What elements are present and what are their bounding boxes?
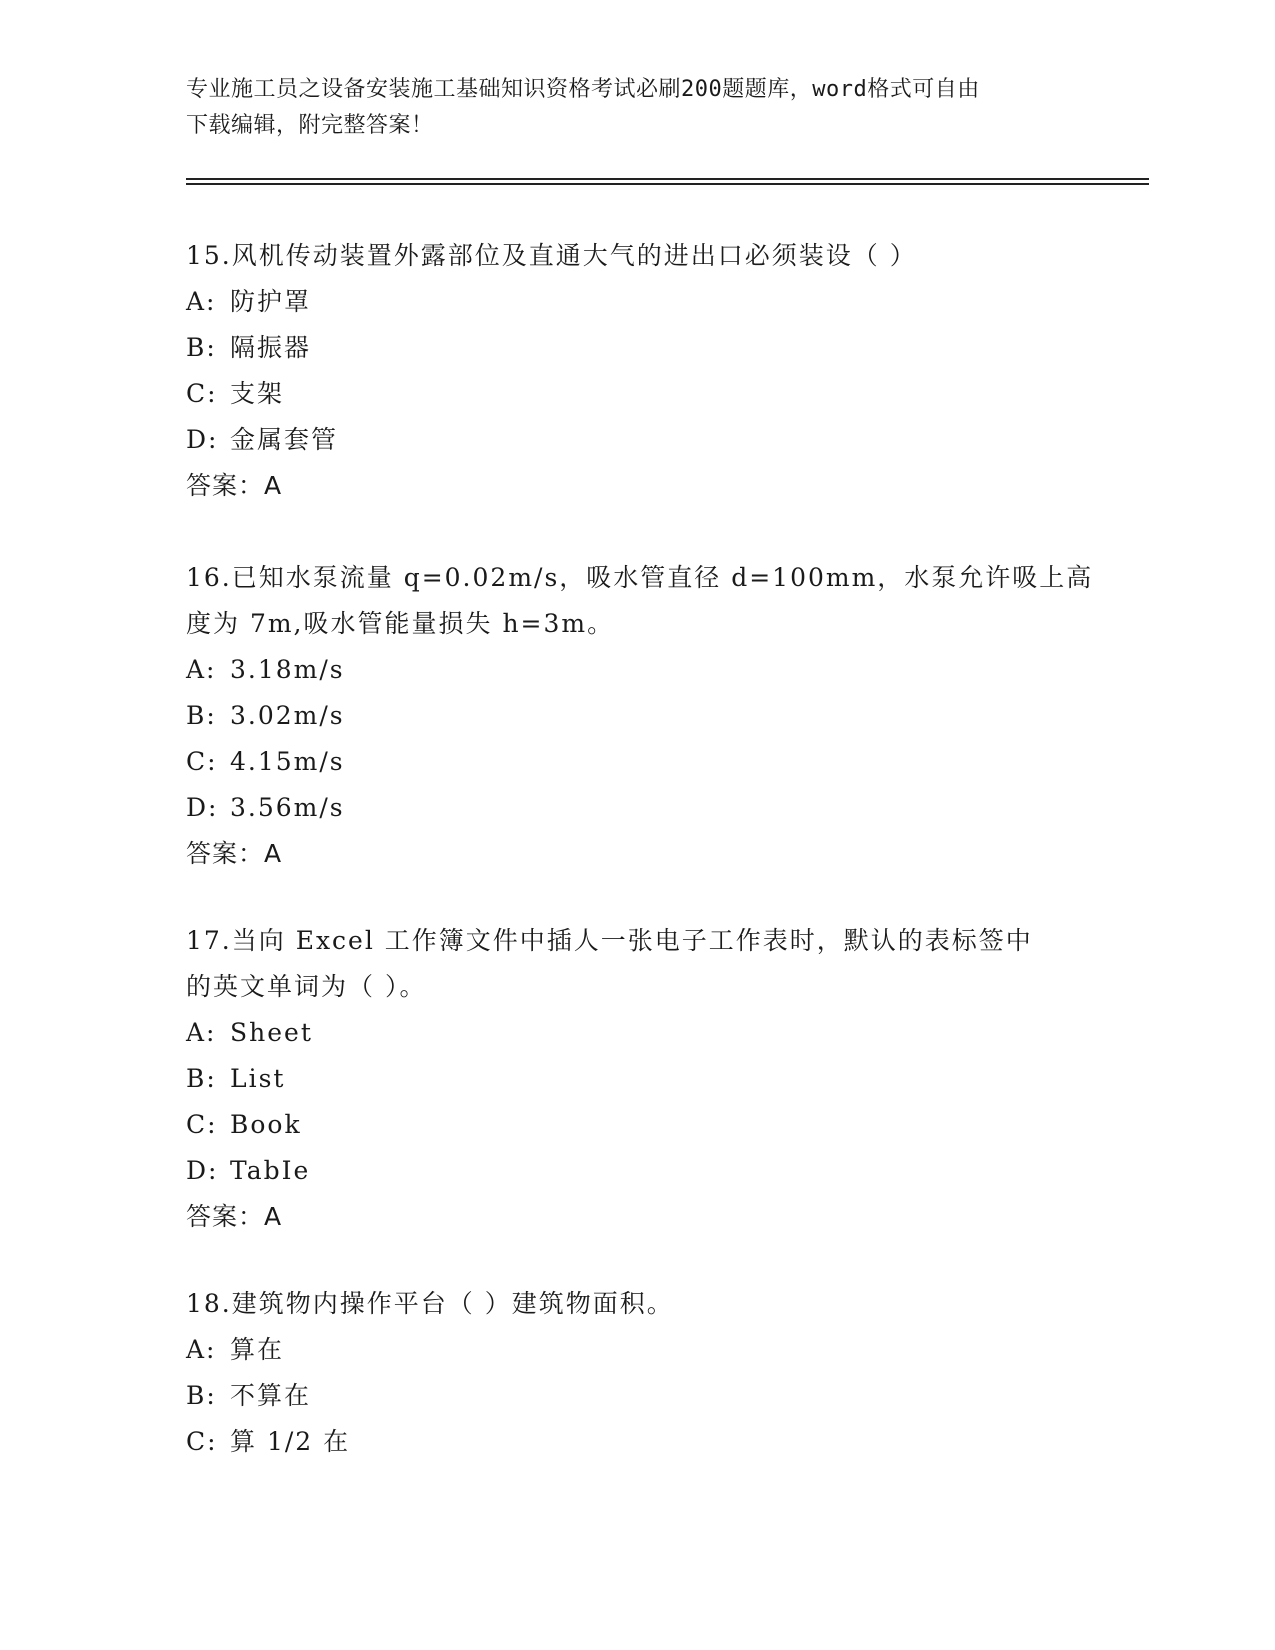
header-divider-top — [186, 178, 1149, 180]
answer-text: 答案：A — [186, 839, 283, 868]
option-b — [186, 1373, 1086, 1419]
option-text: Sheet — [230, 1018, 313, 1047]
option-text: 金属套管 — [230, 425, 339, 454]
option-b — [186, 325, 1086, 371]
option-key: C: — [186, 379, 218, 408]
option-key: A: — [186, 1018, 217, 1047]
option-key: C: — [186, 747, 218, 776]
option-c — [186, 1102, 1086, 1148]
option-key: D: — [186, 793, 219, 822]
option-d — [186, 1148, 1086, 1194]
question-text: 16.已知水泵流量 q=0.02m/s，吸水管直径 d=100mm，水泵允许吸上高 — [186, 563, 1094, 592]
answer-text: 答案：A — [186, 1202, 283, 1231]
question-text-continued: 的英文单词为（ ）。 — [186, 972, 427, 1001]
option-key: C: — [186, 1427, 218, 1456]
option-key: B: — [186, 1064, 217, 1093]
document-header — [186, 72, 1066, 144]
option-text: 隔振器 — [230, 333, 312, 362]
option-text: 算在 — [230, 1335, 285, 1364]
option-key: D: — [186, 425, 219, 454]
option-c — [186, 739, 1086, 785]
option-a — [186, 647, 1086, 693]
option-a — [186, 1327, 1086, 1373]
option-text: List — [230, 1064, 286, 1093]
option-key: A: — [186, 287, 217, 316]
option-text: 3.56m/s — [230, 793, 345, 822]
option-text: 3.02m/s — [230, 701, 345, 730]
question-text: 18.建筑物内操作平台（ ）建筑物面积。 — [186, 1289, 674, 1318]
question-text: 17.当向 Excel 工作簿文件中插人一张电子工作表时，默认的表标签中 — [186, 926, 1033, 955]
option-text: Book — [230, 1110, 302, 1139]
option-text: 算 1/2 在 — [230, 1427, 351, 1456]
option-text: 不算在 — [230, 1381, 312, 1410]
option-a — [186, 1010, 1086, 1056]
question-16 — [186, 555, 1094, 877]
option-b — [186, 693, 1086, 739]
question-text-continued: 度为 7m,吸水管能量损失 h=3m。 — [186, 609, 615, 638]
option-key: B: — [186, 1381, 217, 1410]
question-18 — [186, 1281, 1086, 1465]
option-d — [186, 785, 1086, 831]
header-divider-bottom — [186, 183, 1149, 185]
question-17 — [186, 918, 1086, 1240]
option-text: 4.15m/s — [230, 747, 345, 776]
option-a — [186, 279, 1086, 325]
question-text: 15.风机传动装置外露部位及直通大气的进出口必须装设（ ） — [186, 241, 917, 270]
option-key: B: — [186, 333, 217, 362]
option-d — [186, 417, 1086, 463]
option-c — [186, 371, 1086, 417]
option-text: 防护罩 — [230, 287, 312, 316]
header-line-1: 专业施工员之设备安装施工基础知识资格考试必刷200题题库，word格式可自由 — [186, 77, 980, 102]
option-c — [186, 1419, 1086, 1465]
header-line-2: 下载编辑，附完整答案！ — [186, 113, 434, 138]
option-key: C: — [186, 1110, 218, 1139]
answer-text: 答案：A — [186, 471, 283, 500]
option-b — [186, 1056, 1086, 1102]
option-key: B: — [186, 701, 217, 730]
option-key: A: — [186, 655, 217, 684]
question-15 — [186, 233, 1086, 509]
option-text: 支架 — [230, 379, 285, 408]
option-key: A: — [186, 1335, 217, 1364]
option-key: D: — [186, 1156, 219, 1185]
option-text: 3.18m/s — [230, 655, 345, 684]
option-text: TabIe — [230, 1156, 311, 1185]
